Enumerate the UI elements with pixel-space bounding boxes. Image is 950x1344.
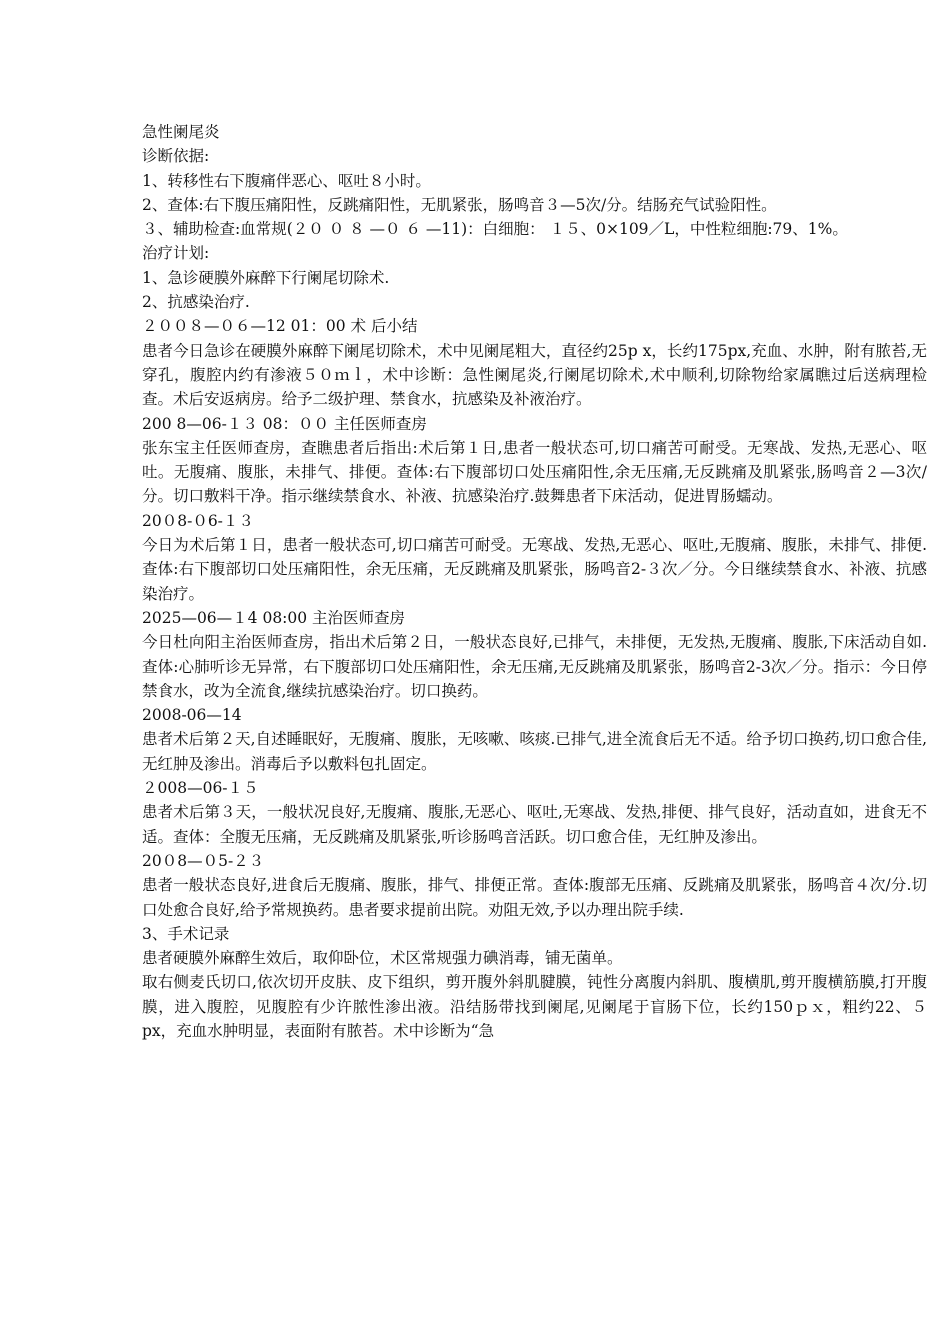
record-body-day1: 今日为术后第１日，患者一般状态可,切口痛苦可耐受。无寒战、发热,无恶心、呕吐,无腹痛、腹胀，未排气、排便.查体:右下腹部切口处压痛阳性，余无压痛，无反跳痛及肌紧张，肠鸣音2-３次／分。今日继续禁食水、补液、抗感染治疗。 — [142, 536, 927, 603]
record-heading-day1: 20０8-０6-１３ — [142, 511, 254, 530]
plan-item-1: 1、急诊硬膜外麻醉下行阑尾切除术. — [142, 268, 390, 287]
record-body-chief-rounds: 张东宝主任医师查房，查瞧患者后指出:术后第１日,患者一般状态可,切口痛苦可耐受。无寒战、发热,无恶心、呕吐。无腹痛、腹胀，未排气、排便。查体:右下腹部切口处压痛阳性,余无压痛,无反跳痛及肌紧张,肠鸣音２—3次/分。切口敷料干净。指示继续禁食水、补液、抗感染治疗.鼓舞患者下床活动，促进胃肠蠕动。 — [142, 438, 927, 506]
diagnosis-item-2: 2、查体:右下腹压痛阳性，反跳痛阳性，无肌紧张，肠鸣音３—5次/分。结肠充气试验阳性。 — [142, 195, 777, 214]
record-body-day3: 患者术后第３天，一般状况良好,无腹痛、腹胀,无恶心、呕吐,无寒战、发热,排便、排气良好，活动直如，进食无不适。查体：全腹无压痛，无反跳痛及肌紧张,听诊肠鸣音活跃。切口愈合佳，无红肿及渗出。 — [142, 803, 927, 846]
document-page — [142, 120, 927, 1043]
document-title: 急性阑尾炎 — [142, 123, 220, 141]
diagnosis-item-3: ３、辅助检查:血常规(２０ ０ ８ —０ ６ —11)：白细胞： １５、0×109／L，中性粒细胞:79、1%。 — [142, 220, 848, 239]
diagnosis-item-1: 1、转移性右下腹痛伴恶心、呕吐８小时。 — [142, 171, 431, 190]
record-heading-day3: ２008—06-１５ — [142, 779, 259, 798]
surgery-paragraph-1: 患者硬膜外麻醉生效后，取仰卧位，术区常规强力碘消毒，铺无菌单。 — [142, 949, 623, 968]
record-heading-discharge: 20０8—０5-２３ — [142, 851, 265, 870]
record-heading-chief-rounds: 200 8—06-１３ 08：００ 主任医师查房 — [142, 414, 427, 433]
plan-heading: 治疗计划: — [142, 244, 210, 263]
record-heading-postop-summary: ２００８—０６—12 01：00 术 后小结 — [142, 317, 418, 336]
record-body-day2: 患者术后第２天,自述睡眠好，无腹痛、腹胀，无咳嗽、咳痰.已排气,进全流食后无不适。给予切口换药,切口愈合佳,无红肿及渗出。消毒后予以敷料包扎固定。 — [142, 730, 927, 773]
record-body-attending-rounds: 今日杜向阳主治医师查房，指出术后第２日，一般状态良好,已排气，未排便，无发热,无腹痛、腹胀,下床活动自如.查体:心肺听诊无异常，右下腹部切口处压痛阳性，余无压痛,无反跳痛及肌紧张，肠鸣音2-3次／分。指示：今日停禁食水，改为全流食,继续抗感染治疗。切口换药。 — [142, 633, 927, 700]
surgery-heading: 3、手术记录 — [142, 924, 230, 943]
diagnosis-heading: 诊断依据: — [142, 147, 210, 166]
record-heading-day2: 2008-06—14 — [142, 706, 242, 725]
record-heading-attending-rounds: 2025—06—１4 08:00 主治医师查房 — [142, 608, 406, 627]
plan-item-2: 2、抗感染治疗. — [142, 293, 250, 312]
surgery-paragraph-2: 取右侧麦氏切口,依次切开皮肤、皮下组织，剪开腹外斜肌腱膜，钝性分离腹内斜肌、腹横肌,剪开腹横筋膜,打开腹膜，进入腹腔，见腹腔有少许脓性渗出液。沿结肠带找到阑尾,见阑尾于盲肠下位，长约150ｐｘ，粗约22、５px，充血水肿明显，表面附有脓苔。术中诊断为“急 — [142, 973, 927, 1040]
record-body-postop-summary: 患者今日急诊在硬膜外麻醉下阑尾切除术，术中见阑尾粗大，直径约25p x，长约175px,充血、水肿，附有脓苔,无穿孔，腹腔内约有渗液５０ｍｌ，术中诊断：急性阑尾炎,行阑尾切除术,术中顺利,切除物给家属瞧过后送病理检查。术后安返病房。给予二级护理、禁食水，抗感染及补液治疗。 — [142, 341, 927, 409]
record-body-discharge: 患者一般状态良好,进食后无腹痛、腹胀，排气、排便正常。查体:腹部无压痛、反跳痛及肌紧张，肠鸣音４次/分.切口处愈合良好,给予常规换药。患者要求提前出院。劝阻无效,予以办理出院手续. — [142, 876, 927, 919]
